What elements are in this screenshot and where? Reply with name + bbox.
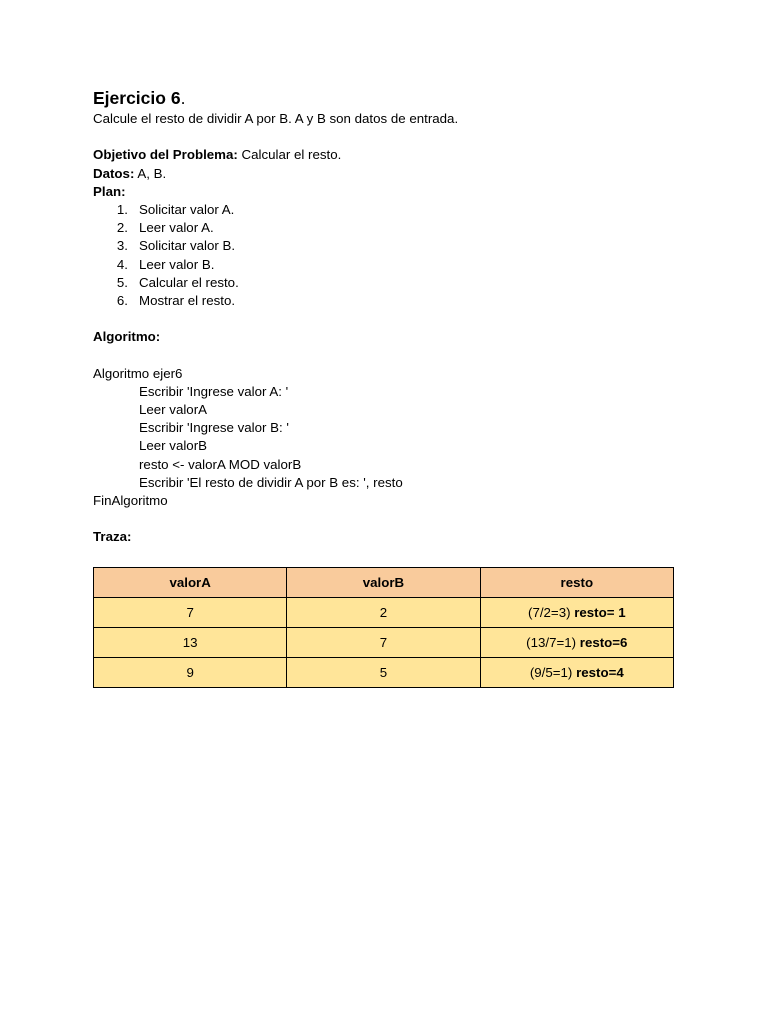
plan-step (93, 292, 693, 310)
exercise-title (93, 86, 693, 110)
resto-result: resto= 1 (574, 605, 626, 620)
cell-valorb: 7 (287, 628, 480, 658)
cell-valora: 9 (94, 658, 287, 688)
table-row (94, 658, 674, 688)
plan-step-text: Solicitar valor B. (139, 238, 236, 254)
plan-label: Plan: (93, 183, 126, 199)
algorithm-header: Algoritmo ejer6 (93, 365, 183, 381)
cell-resto (480, 658, 673, 688)
resto-calculation: (7/2=3) (528, 605, 575, 620)
exercise-title-dot: . (180, 88, 186, 108)
algorithm-line: resto <- valorA MOD valorB (139, 456, 302, 472)
plan-step-text: Leer valor A. (139, 220, 214, 236)
trace-table (93, 567, 674, 688)
document-page (93, 86, 693, 547)
cell-resto (480, 628, 673, 658)
cell-valora: 13 (94, 628, 287, 658)
spacer (93, 310, 693, 328)
objective-value: Calcular el resto. (237, 147, 342, 163)
spacer (93, 128, 693, 146)
algorithm-footer: FinAlgoritmo (93, 492, 168, 508)
spacer (93, 510, 693, 528)
plan-step (93, 201, 693, 219)
table-row (94, 628, 674, 658)
spacer (93, 346, 693, 364)
plan-steps (93, 201, 693, 310)
algorithm-line: Leer valorB (139, 438, 207, 454)
plan-step-number: 4. (116, 256, 128, 272)
cell-valora: 7 (94, 598, 287, 628)
algorithm-line: Escribir 'Ingrese valor B: ' (139, 420, 289, 436)
objective-line (93, 146, 693, 164)
objective-label: Objetivo del Problema: (93, 147, 238, 163)
algorithm-label: Algoritmo: (93, 329, 161, 345)
table-header-row (94, 568, 674, 598)
column-header-valora: valorA (94, 568, 287, 598)
plan-step-number: 3. (116, 238, 128, 254)
plan-step (93, 256, 693, 274)
algorithm-line: Escribir 'Ingrese valor A: ' (139, 383, 289, 399)
plan-step (93, 219, 693, 237)
data-line (93, 165, 693, 183)
plan-step-number: 1. (116, 201, 128, 217)
plan-step (93, 274, 693, 292)
plan-step-number: 5. (116, 274, 128, 290)
plan-step-text: Calcular el resto. (139, 274, 239, 290)
algorithm-line: Escribir 'El resto de dividir A por B es: ', resto (139, 474, 403, 490)
algorithm-line: Leer valorA (139, 402, 207, 417)
plan-step-text: Mostrar el resto. (139, 292, 236, 308)
data-label: Datos: (93, 165, 135, 181)
plan-step-number: 2. (116, 220, 128, 236)
column-header-resto: resto (480, 568, 673, 598)
plan-step-number: 6. (116, 292, 128, 308)
plan-step (93, 237, 693, 255)
cell-valorb: 2 (287, 598, 480, 628)
resto-calculation: (13/7=1) (526, 635, 580, 650)
resto-calculation: (9/5=1) (529, 665, 577, 680)
table-row (94, 598, 674, 628)
trace-label: Traza: (93, 529, 132, 545)
plan-step-text: Leer valor B. (139, 256, 215, 272)
cell-resto (480, 598, 673, 628)
resto-result: resto=4 (576, 665, 624, 680)
column-header-valorb: valorB (287, 568, 480, 598)
plan-step-text: Solicitar valor A. (139, 201, 235, 217)
problem-statement: Calcule el resto de dividir A por B. A y B son datos de entrada. (93, 111, 459, 126)
data-value: A, B. (134, 165, 167, 181)
resto-result: resto=6 (579, 635, 628, 650)
cell-valorb: 5 (287, 658, 480, 688)
exercise-title-main: Ejercicio 6 (93, 88, 181, 108)
